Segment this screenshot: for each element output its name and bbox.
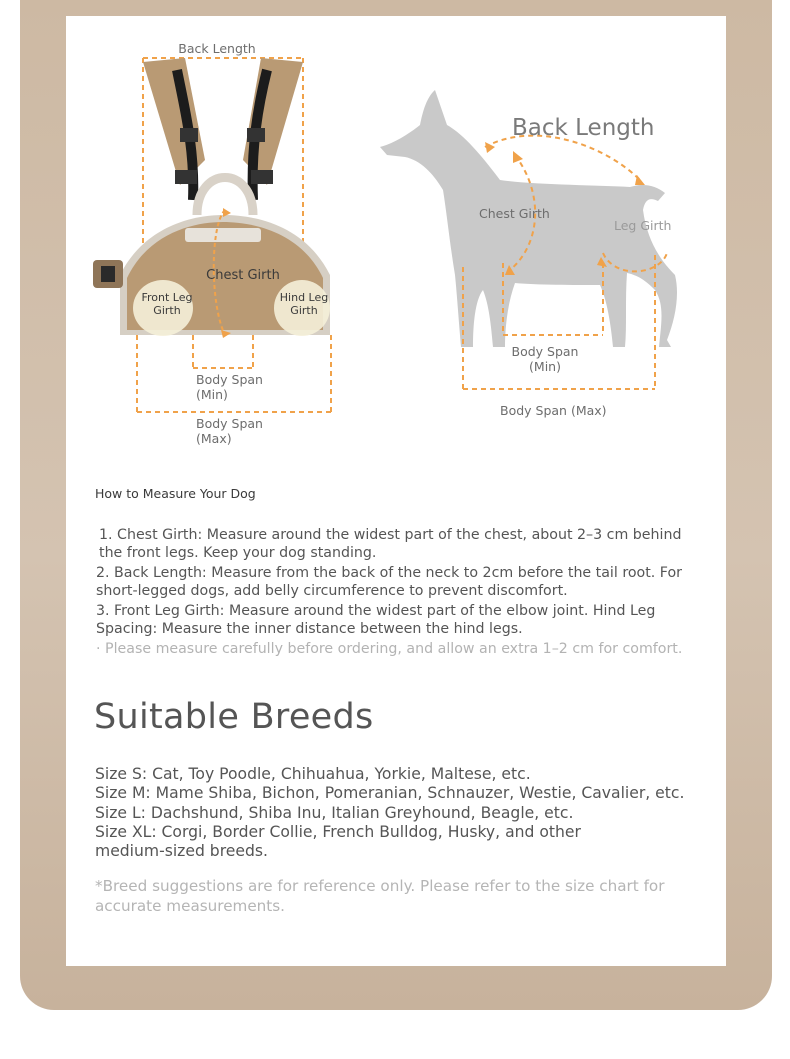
- dog-back-length-label: Back Length: [512, 115, 655, 141]
- breed-size-m: Size M: Mame Shiba, Bichon, Pomeranian, Schnauzer, Westie, Cavalier, etc.: [95, 784, 685, 803]
- measure-steps: [96, 527, 708, 662]
- measure-title: How to Measure Your Dog: [95, 486, 256, 501]
- measure-step-3: 3. Front Leg Girth: Measure around the widest part of the elbow joint. Hind Leg Spacing: Measure the inner distance between the hind legs.: [96, 603, 656, 637]
- dog-body-span-max-label: Body Span (Max): [500, 403, 607, 418]
- harness-chest-girth-label: Chest Girth: [206, 268, 280, 283]
- harness-hind-leg-girth-label: Hind Leg Girth: [279, 291, 329, 317]
- dog-back-length-arc: [485, 136, 640, 180]
- harness-front-leg-girth-label: Front Leg Girth: [141, 291, 193, 317]
- breed-size-xl: Size XL: Corgi, Border Collie, French Bulldog, Husky, and other medium-sized breeds.: [95, 822, 581, 861]
- measure-step-1: 1. Chest Girth: Measure around the widest part of the chest, about 2–3 cm behind the front legs. Keep your dog standing.: [99, 527, 682, 561]
- harness-back-length-label: Back Length: [178, 41, 256, 56]
- harness-body-span-min-label: Body Span (Min): [196, 372, 263, 402]
- dog-leg-girth-label: Leg Girth: [614, 218, 672, 233]
- breeds-list: [95, 765, 715, 861]
- harness-body-span-max-label: Body Span (Max): [196, 416, 263, 446]
- breeds-disclaimer: *Breed suggestions are for reference only. Please refer to the size chart for accurate measurements.: [95, 877, 665, 915]
- dog-body-span-min-label: Body Span (Min): [511, 344, 579, 374]
- breed-size-s: Size S: Cat, Toy Poodle, Chihuahua, Yorkie, Maltese, etc.: [95, 765, 531, 783]
- dog-chest-girth-label: Chest Girth: [479, 206, 550, 221]
- measure-step-2: 2. Back Length: Measure from the back of the neck to 2cm before the tail root. For short-legged dogs, add belly circumference to prevent discomfort.: [96, 565, 682, 599]
- breeds-title: Suitable Breeds: [94, 697, 374, 737]
- measure-note: · Please measure carefully before ordering, and allow an extra 1–2 cm for comfort.: [96, 641, 683, 657]
- breed-size-l: Size L: Dachshund, Shiba Inu, Italian Greyhound, Beagle, etc.: [95, 803, 574, 822]
